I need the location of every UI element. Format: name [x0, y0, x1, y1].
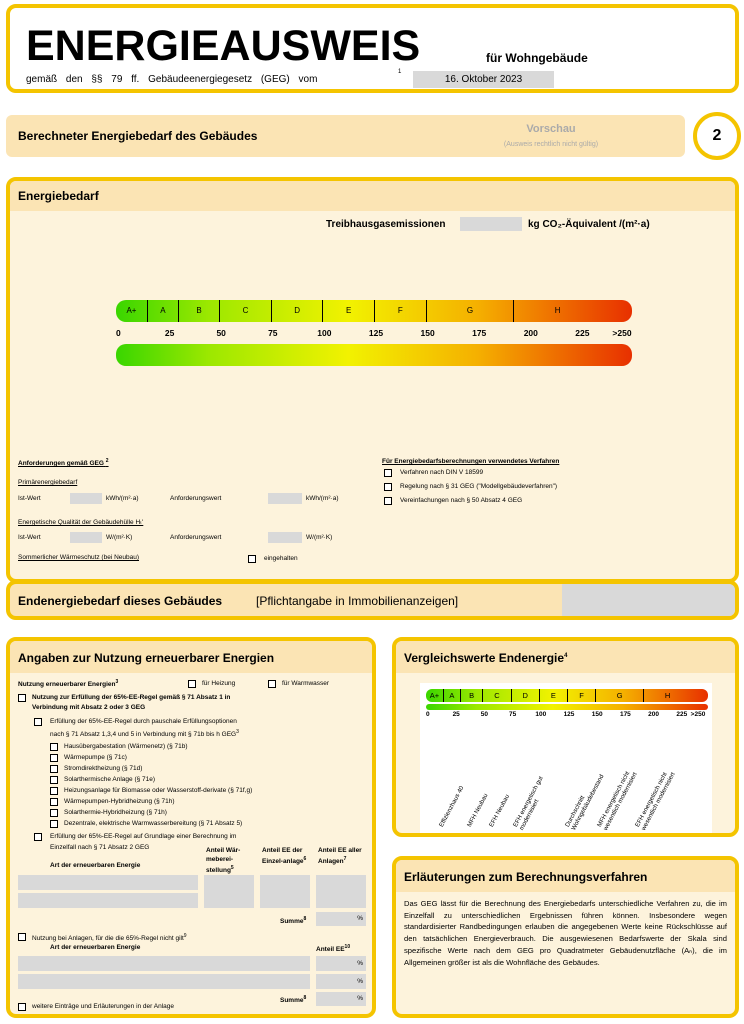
regel65-line1: Nutzung zur Erfüllung der 65%-EE-Regel gemäß § 71 Absatz 1 in: [32, 694, 231, 701]
subtitle: für Wohngebäude: [486, 51, 588, 65]
energy-class-e: E: [322, 300, 374, 322]
nutzung-fn: 3: [115, 679, 119, 685]
heizung-label: für Heizung: [202, 680, 236, 687]
option-label-7: Solarthermie-Hybridheizung (§ 71h): [64, 809, 167, 816]
warmwasser-label: für Warmwasser: [282, 680, 330, 687]
regel65-checkbox[interactable]: [18, 694, 26, 702]
weitere-checkbox[interactable]: [18, 1003, 26, 1011]
col-einzel-header: [262, 846, 308, 866]
col-art-header: Art der erneuerbaren Energie: [50, 862, 141, 869]
energy-class-g: G: [595, 689, 643, 702]
warmwasser-checkbox[interactable]: [268, 680, 276, 688]
ee-art-row-1[interactable]: [18, 875, 198, 890]
scale-tick-label: 0: [116, 328, 121, 338]
endenergie-title: Endenergiebedarf dieses Gebäudes: [18, 594, 223, 608]
energiebedarf-frame: [6, 177, 739, 583]
col-einzel-fn: 6: [303, 856, 307, 862]
energy-class-aplus: A+: [126, 306, 137, 315]
huelle-ist-field[interactable]: [70, 532, 102, 543]
col-bereit-fn: 5: [230, 865, 234, 871]
endenergie-note: [Pflichtangabe in Immobilienanzeigen]: [256, 594, 459, 608]
scale-tick-label: 50: [480, 711, 488, 718]
primaer-ist-field[interactable]: [70, 493, 102, 504]
primaer-anf-unit: kWh/(m²·a): [306, 495, 339, 502]
verfahren-heading: Für Energiebedarfsberechnungen verwendetes Verfahren: [382, 458, 560, 465]
primaer-anf-label: Anforderungswert: [170, 495, 222, 502]
scale-tick-label: 225: [575, 328, 590, 338]
heizung-checkbox[interactable]: [188, 680, 196, 688]
nicht-percent-1: %: [357, 960, 363, 967]
nicht-text: Nutzung bei Anlagen, für die die 65%-Regel nicht gilt: [32, 935, 184, 943]
vergleich-label-5: Durchschnitt Wohngebäudebestand: [564, 773, 606, 832]
verfahren-checkbox-2[interactable]: [384, 483, 392, 491]
option-label-8: Dezentrale, elektrische Warmwasserbereitung (§ 71 Absatz 5): [64, 820, 243, 827]
verfahren-item-3: Vereinfachungen nach § 50 Absatz 4 GEG: [400, 497, 523, 504]
energy-class-h: H: [643, 689, 691, 702]
energiebedarf-heading: Energiebedarf: [18, 189, 99, 203]
endenergie-field[interactable]: [562, 584, 735, 616]
col-anteil-fn: 10: [344, 944, 351, 950]
waermeschutz-label: Sommerlicher Wärmeschutz (bei Neubau): [18, 554, 140, 561]
summe-percent: %: [357, 915, 363, 922]
nutzung-label: [18, 679, 118, 688]
berechnung-checkbox[interactable]: [34, 833, 42, 841]
vergleich-label-2: MFH Neubau: [466, 792, 490, 829]
primaer-label: Primärenergiebedarf: [18, 479, 78, 486]
summe-text: Summe: [280, 918, 304, 926]
energy-class-a: A: [147, 300, 178, 322]
col-anteil-text: Anteil EE: [316, 946, 345, 954]
option-label-5: Heizungsanlage für Biomasse oder Wasserstoff-derivate (§ 71f,g): [64, 787, 253, 794]
vergleich-heading-text: Vergleichswerte Endenergie: [404, 651, 565, 665]
primaer-ist-unit: kWh/(m²·a): [106, 495, 139, 502]
nicht-label: [32, 933, 187, 942]
scale-tick-label: 150: [591, 711, 603, 718]
summe2-percent: %: [357, 995, 363, 1002]
vergleich-label-3: EFH Neubau: [488, 793, 511, 829]
page-number: 2: [712, 127, 722, 144]
scale-tick-label: >250: [690, 711, 706, 718]
option-checkbox-8[interactable]: [50, 820, 58, 828]
vergleich-label-1: Effizienzhaus 40: [438, 785, 466, 829]
scale-tick-label: 100: [317, 328, 332, 338]
option-checkbox-1[interactable]: [50, 743, 58, 751]
nutzung-text: Nutzung erneuerbarer Energien: [18, 681, 116, 689]
nicht-anteil-row-1[interactable]: [316, 956, 366, 971]
nicht-art-row-2[interactable]: [18, 974, 310, 989]
summe-field[interactable]: [316, 912, 366, 926]
vergleich-label-6: MFH energetisch nicht wesentlich modernisiert: [596, 770, 639, 832]
eingehalten-checkbox[interactable]: [248, 555, 256, 563]
huelle-anf-unit: W/(m²·K): [306, 534, 333, 541]
scale-tick-label: 75: [268, 328, 278, 338]
pauschal-line2-text: nach § 71 Absatz 1,3,4 und 5 in Verbindung mit § 71b bis h GEG: [50, 731, 237, 739]
summe2-fn: 8: [303, 995, 307, 1001]
energy-class-a: A: [443, 689, 460, 702]
page-number-badge: [693, 112, 741, 160]
huelle-ist-unit: W/(m²·K): [106, 534, 133, 541]
preview-label: Vorschau: [526, 123, 576, 135]
energy-class-b: B: [178, 300, 219, 322]
vergleich-scale-labels: [426, 711, 708, 721]
berechnung-line1: Erfüllung der 65%-EE-Regel auf Grundlage einer Berechnung im: [50, 833, 237, 840]
energy-class-g: G: [426, 300, 514, 322]
scale-tick-label: 75: [508, 711, 517, 718]
option-checkbox-7[interactable]: [50, 809, 58, 817]
erlaeuterung-frame: [392, 856, 739, 1018]
erlaeuterung-heading: Erläuterungen zum Berechnungsverfahren: [404, 870, 648, 884]
energy-class-aplus: A+: [429, 691, 440, 700]
option-label-3: Stromdirektheizung (§ 71d): [64, 765, 143, 772]
verfahren-item-2: Regelung nach § 31 GEG ("Modellgebäudeverfahren"): [400, 483, 558, 490]
scale-tick-label: 0: [426, 711, 430, 718]
erneuerbar-frame: [6, 637, 376, 1018]
energy-class-d: D: [511, 689, 539, 702]
title: ENERGIEAUSWEIS: [26, 22, 421, 70]
ghg-unit: kg CO₂-Äquivalent /(m²·a): [528, 219, 650, 230]
col-alle-header: [318, 846, 362, 866]
option-label-6: Wärmepumpen-Hybridheizung (§ 71h): [64, 798, 175, 805]
vergleich-chart-area: [420, 683, 712, 833]
endenergie-frame: [6, 580, 739, 620]
ghg-field[interactable]: [460, 217, 522, 231]
huelle-anf-field[interactable]: [268, 532, 302, 543]
col-art2-header: Art der erneuerbaren Energie: [50, 944, 141, 951]
energy-class-e: E: [539, 689, 567, 702]
scale-tick-label: 125: [368, 328, 384, 338]
primaer-ist-label: Ist-Wert: [18, 495, 41, 502]
nicht-anteil-row-2[interactable]: [316, 974, 366, 989]
date-value: 16. Oktober 2023: [444, 74, 523, 85]
summe-label: [280, 916, 306, 925]
energy-class-c: C: [219, 300, 271, 322]
ghg-label: Treibhausgasemissionen: [326, 219, 446, 230]
energy-class-f: F: [567, 689, 595, 702]
nicht-art-row-1[interactable]: [18, 956, 310, 971]
energy-class-h: H: [513, 300, 601, 322]
option-checkbox-5[interactable]: [50, 787, 58, 795]
ee-einzel-row[interactable]: [260, 875, 310, 908]
scale-tick-label: 25: [164, 328, 175, 338]
scale-tick-label: 25: [452, 711, 460, 718]
option-checkbox-4[interactable]: [50, 776, 58, 784]
date-field[interactable]: [413, 71, 554, 88]
ee-art-row-2[interactable]: [18, 893, 198, 908]
verfahren-item-1: Verfahren nach DIN V 18599: [400, 469, 484, 476]
verfahren-checkbox-3[interactable]: [384, 497, 392, 505]
anforderungen-heading: [18, 458, 109, 467]
col-alle-text: Anteil EE aller Anlagen: [318, 847, 362, 866]
energy-class-d: D: [271, 300, 323, 322]
ee-bereit-row[interactable]: [204, 875, 254, 908]
banner-title: Berechneter Energiebedarf des Gebäudes: [18, 129, 258, 143]
header-frame: [6, 4, 739, 93]
scale-tick-label: 175: [472, 328, 487, 338]
summe-fn: 8: [303, 916, 307, 922]
ee-alle-row[interactable]: [316, 875, 366, 908]
banner: [6, 115, 685, 157]
weitere-label: weitere Einträge und Erläuterungen in der Anlage: [32, 1003, 175, 1010]
scale-tick-label: 125: [563, 711, 575, 718]
scale-tick-label: 175: [619, 711, 631, 718]
verfahren-checkbox-1[interactable]: [384, 469, 392, 477]
scale-tick-label: 200: [648, 711, 660, 718]
vergleich-header: [396, 641, 735, 673]
energy-class-c: C: [482, 689, 510, 702]
scale-tick-label: >250: [612, 328, 632, 338]
energy-scale-bottom: [116, 344, 632, 366]
erneuerbar-heading: Angaben zur Nutzung erneuerbarer Energien: [18, 651, 275, 665]
option-label-4: Solarthermische Anlage (§ 71e): [64, 776, 156, 783]
pauschal-line1: Erfüllung der 65%-EE-Regel durch pauschale Erfüllungsoptionen: [50, 718, 237, 725]
anforderungen-heading-text: Anforderungen gemäß GEG: [18, 460, 104, 468]
nicht-percent-2: %: [357, 978, 363, 985]
erlaeuterung-header: [396, 860, 735, 892]
vergleich-fn: 4: [564, 653, 568, 659]
scale-tick-label: 200: [523, 328, 538, 338]
primaer-anf-field[interactable]: [268, 493, 302, 504]
energy-scale-labels: [116, 328, 632, 340]
preview-note: (Ausweis rechtlich nicht gültig): [503, 141, 599, 148]
col-bereit-text: Anteil Wär-meberei-stellung: [206, 847, 241, 875]
scale-tick-label: 100: [535, 711, 547, 718]
energy-class-f: F: [374, 300, 426, 322]
col-einzel-text: Anteil EE der Einzel-anlage: [262, 847, 304, 866]
col-bereit-header: [206, 846, 256, 875]
pauschal-line2: [50, 729, 239, 738]
vergleich-label-7: EFH energetisch nicht wesentlich modernisiert: [634, 771, 677, 832]
vergleich-label-4: EFH energetisch gut modernisiert: [512, 775, 545, 832]
pauschal-checkbox[interactable]: [34, 718, 42, 726]
option-label-1: Hausübergabestation (Wärmenetz) (§ 71b): [64, 743, 188, 750]
scale-tick-label: 225: [676, 711, 688, 718]
legal-basis: gemäß den §§ 79 ff. Gebäudeenergiegesetz (GEG) vom: [26, 74, 318, 85]
pauschal-fn: 3: [236, 729, 239, 735]
berechnung-line2: Einzelfall nach § 71 Absatz 2 GEG: [50, 844, 150, 851]
energiebedarf-header: [10, 181, 735, 211]
col-anteil-header: [316, 944, 350, 953]
nicht-fn: 9: [183, 933, 187, 939]
col-alle-fn: 7: [343, 856, 347, 862]
option-checkbox-6[interactable]: [50, 798, 58, 806]
energy-class-b: B: [460, 689, 483, 702]
regel65-line2: Verbindung mit Absatz 2 oder 3 GEG: [32, 704, 146, 711]
nicht-checkbox[interactable]: [18, 933, 26, 941]
footnote-1: 1: [398, 69, 402, 75]
huelle-label: Energetische Qualität der Gebäudehülle Hₜ': [18, 519, 144, 526]
erlaeuterung-text: Das GEG lässt für die Berechnung des Energiebedarfs unterschiedliche Verfahren zu, die im Einzelfall zu unterschiedlichen Ergebnissen führen können. Insbesondere wegen standardisierter Randbedingungen erlauben die angegebenen Werte keine Rückschlüsse auf den tatsächlichen Energieverbrauch. Die ausgewiesenen Bedarfswerte der Skala sind spezifische Werte nach dem GEG pro Quadratmeter Gebäudenutzfläche (Aₙ), die im Allgemeinen größer ist als die Wohnfläche des Gebäudes.: [404, 899, 727, 967]
option-label-2: Wärmepumpe (§ 71c): [64, 754, 127, 761]
summe2-label: [280, 995, 306, 1004]
erneuerbar-header: [10, 641, 372, 673]
vergleich-class-row: [426, 689, 708, 702]
vergleich-frame: [392, 637, 739, 837]
huelle-anf-label: Anforderungswert: [170, 534, 222, 541]
scale-tick-label: 50: [216, 328, 226, 338]
option-checkbox-2[interactable]: [50, 754, 58, 762]
summe2-text: Summe: [280, 997, 304, 1005]
huelle-ist-label: Ist-Wert: [18, 534, 41, 541]
anforderungen-footnote: 2: [105, 458, 109, 464]
eingehalten-label: eingehalten: [264, 555, 298, 562]
summe2-field[interactable]: [316, 992, 366, 1006]
vergleich-scale-bar-bottom: [426, 704, 708, 710]
energy-class-row: [116, 300, 632, 322]
option-checkbox-3[interactable]: [50, 765, 58, 773]
scale-tick-label: 150: [420, 328, 435, 338]
vergleich-labels: [426, 723, 708, 831]
vergleich-heading: [404, 651, 567, 665]
